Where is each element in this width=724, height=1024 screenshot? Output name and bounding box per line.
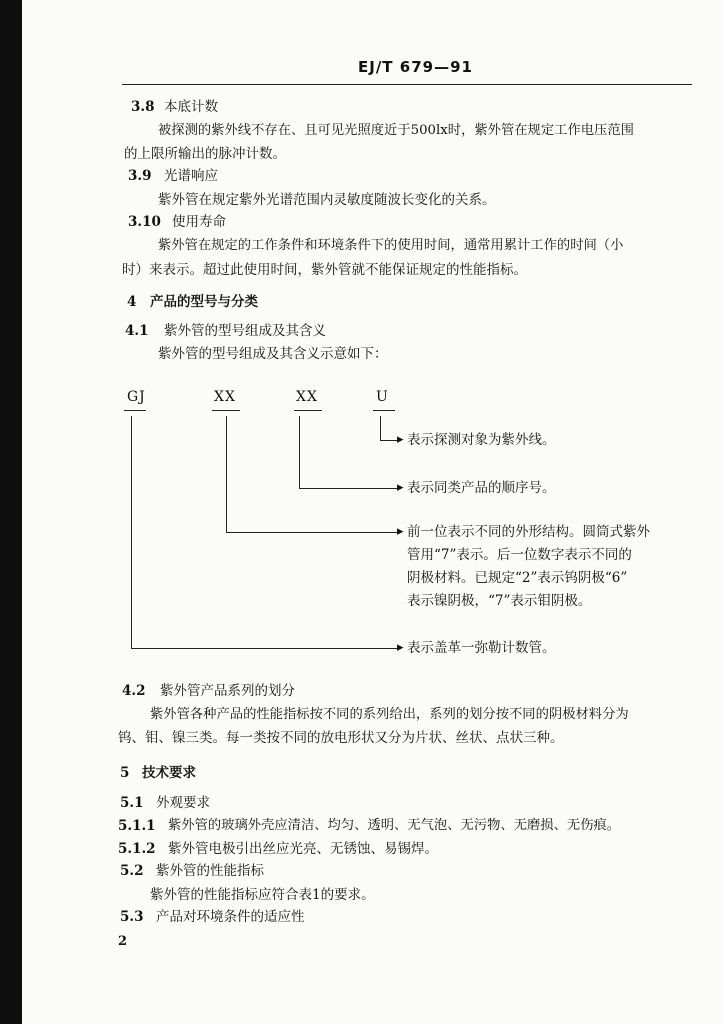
section-5-3-number: 5.3 — [120, 909, 144, 925]
section-3-10-title: 使用寿命 — [172, 214, 226, 230]
section-4-2-para-line1: 紫外管各种产品的性能指标按不同的系列给出，系列的划分按不同的阴极材料分为 — [150, 707, 629, 722]
code-structure: XX — [214, 389, 236, 405]
arrow-right-icon: ▸ — [397, 432, 404, 447]
section-3-8-para-line2: 的上限所输出的脉冲计数。 — [124, 146, 286, 162]
section-5-title: 技术要求 — [142, 765, 196, 781]
section-4-title: 产品的型号与分类 — [150, 294, 258, 310]
section-5-2-para: 紫外管的性能指标应符合表1的要求。 — [150, 887, 375, 903]
section-5-1-1-text: 紫外管的玻璃外壳应清洁、均匀、透明、无气泡、无污物、无磨损、无伤痕。 — [168, 818, 621, 833]
section-5-1-2-text: 紫外管电极引出丝应光亮、无锈蚀、易锡焊。 — [168, 841, 438, 857]
arrow-right-icon: ▸ — [397, 640, 404, 655]
section-4-number: 4 — [127, 294, 137, 310]
section-4-2-number: 4.2 — [122, 683, 146, 699]
code-sequence-underline — [294, 410, 322, 411]
section-5-1-2-number: 5.1.2 — [118, 841, 156, 857]
section-3-9-para: 紫外管在规定紫外光谱范围内灵敏度随波长变化的关系。 — [158, 192, 496, 208]
section-5-1-1-number: 5.1.1 — [118, 818, 156, 834]
code-u-underline — [373, 410, 395, 411]
standard-code-header: EJ/T 679—91 — [358, 58, 473, 76]
desc-gj: 表示盖革一弥勒计数管。 — [407, 640, 556, 656]
connector-u-vertical — [380, 416, 381, 440]
section-3-9-number: 3.9 — [128, 168, 152, 184]
code-gj-underline — [124, 410, 146, 411]
code-sequence: XX — [296, 389, 318, 405]
connector-seq-horizontal — [299, 488, 400, 489]
desc-u: 表示探测对象为紫外线。 — [407, 432, 556, 448]
desc-sequence: 表示同类产品的顺序号。 — [407, 480, 556, 496]
section-4-1-para: 紫外管的型号组成及其含义示意如下： — [158, 346, 388, 362]
section-5-number: 5 — [120, 765, 130, 781]
code-u: U — [376, 389, 389, 405]
binding-edge — [0, 0, 22, 1024]
section-3-9-title: 光谱响应 — [164, 168, 218, 184]
desc-structure-line1: 前一位表示不同的外形结构。圆筒式紫外 — [407, 524, 650, 540]
section-3-10-para-line2: 时）来表示。超过此使用时间，紫外管就不能保证规定的性能指标。 — [122, 262, 527, 278]
section-5-3-title: 产品对环境条件的适应性 — [156, 909, 305, 925]
section-3-8-number: 3.8 — [131, 99, 155, 115]
connector-gj-horizontal — [131, 648, 400, 649]
section-4-2-para-line2: 钨、钼、镍三类。每一类按不同的放电形状又分为片状、丝状、点状三种。 — [118, 730, 564, 746]
section-4-1-title: 紫外管的型号组成及其含义 — [164, 323, 326, 339]
desc-structure-line4: 表示镍阴极，“7”表示钼阴极。 — [407, 593, 592, 609]
section-3-8-para-line1: 被探测的紫外线不存在、且可见光照度近于500lx时，紫外管在规定工作电压范围 — [158, 123, 634, 138]
connector-struct-horizontal — [226, 532, 400, 533]
code-gj: GJ — [127, 389, 146, 405]
arrow-right-icon: ▸ — [397, 480, 404, 495]
section-3-8-title: 本底计数 — [164, 99, 218, 115]
section-3-10-para-line1: 紫外管在规定的工作条件和环境条件下的使用时间，通常用累计工作的时间（小 — [158, 238, 624, 253]
page-number: 2 — [118, 934, 128, 949]
section-4-1-number: 4.1 — [125, 323, 149, 339]
section-5-2-title: 紫外管的性能指标 — [156, 863, 264, 879]
section-5-1-number: 5.1 — [120, 795, 144, 811]
section-4-2-title: 紫外管产品系列的划分 — [160, 683, 295, 699]
section-3-10-number: 3.10 — [128, 214, 161, 230]
desc-structure-line3: 阴极材料。已规定“2”表示钨阴极“6” — [407, 570, 628, 586]
section-5-2-number: 5.2 — [120, 863, 144, 879]
section-5-1-title: 外观要求 — [156, 795, 210, 811]
header-rule — [122, 84, 692, 85]
desc-structure-line2: 管用“7”表示。后一位数字表示不同的 — [407, 547, 632, 563]
connector-seq-vertical — [299, 416, 300, 488]
arrow-right-icon: ▸ — [397, 524, 404, 539]
connector-struct-vertical — [226, 416, 227, 532]
code-structure-underline — [212, 410, 240, 411]
connector-gj-vertical — [131, 416, 132, 648]
